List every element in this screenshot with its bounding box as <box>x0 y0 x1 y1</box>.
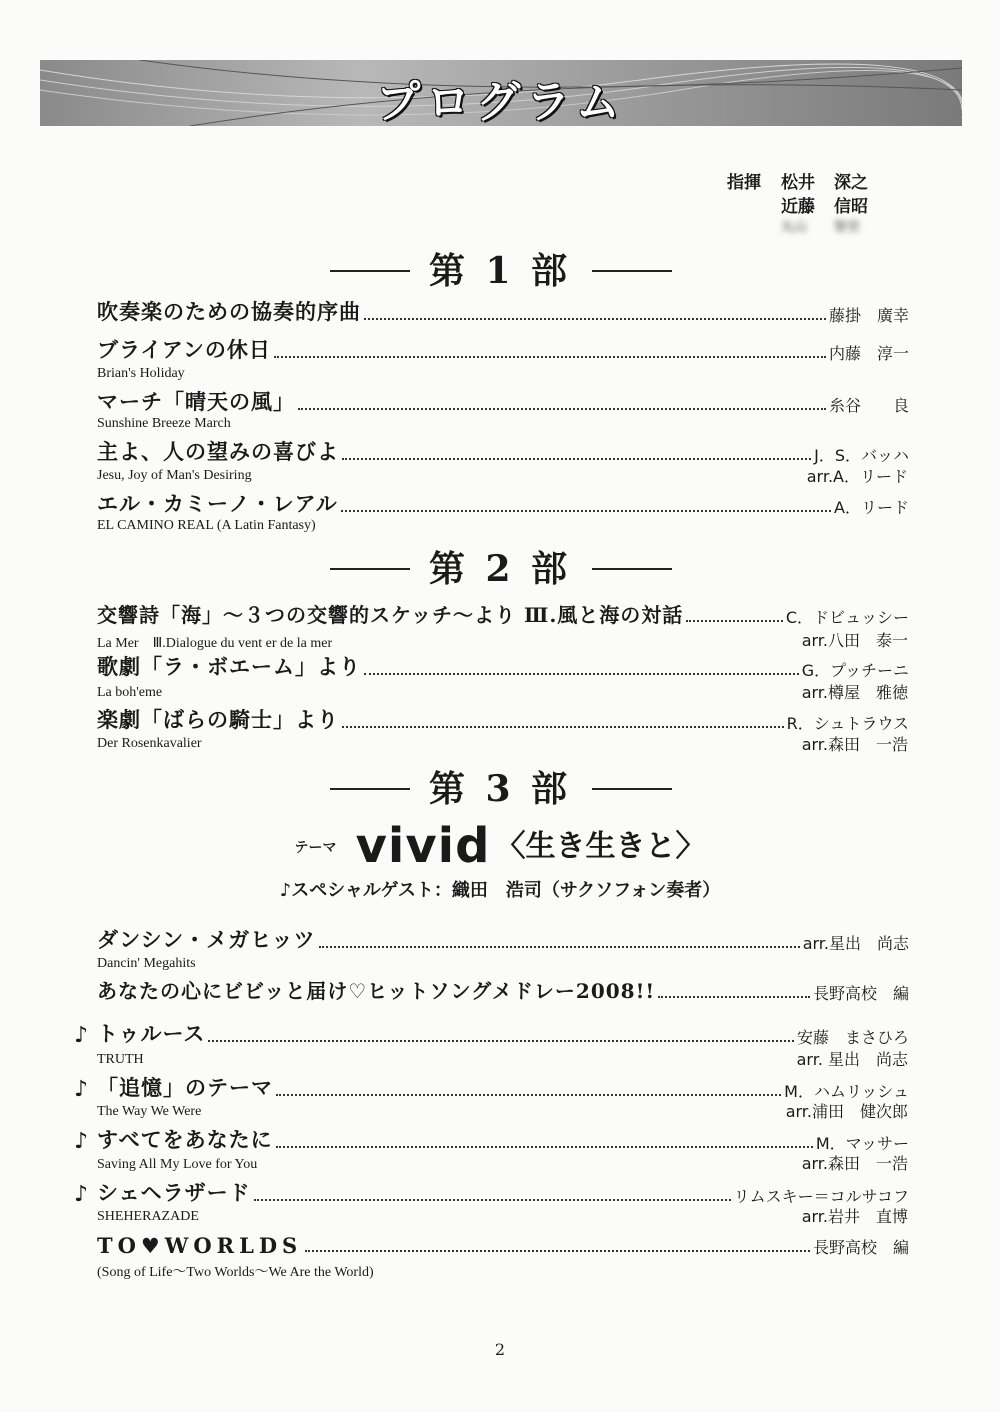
program-row <box>97 602 909 628</box>
music-note-icon: ♪ <box>74 1076 89 1102</box>
piece-title: トゥルース <box>97 1021 206 1046</box>
leader-dots <box>208 1040 794 1042</box>
music-note-icon: ♪ <box>74 1022 89 1048</box>
composer: M．マッサー <box>815 1134 909 1153</box>
program-row <box>97 1022 909 1048</box>
page-title: プログラム <box>376 77 626 126</box>
conductor-1-given: 深之 <box>834 173 868 193</box>
arranger: arr.八田 泰一 <box>801 631 908 650</box>
leader-dots <box>342 726 784 728</box>
conductor-3-family: 丸山 <box>781 220 808 235</box>
leader-dots <box>298 408 826 410</box>
composer: 安藤 まさひろ <box>796 1028 909 1047</box>
piece-title: すべてをあなたに <box>97 1127 273 1152</box>
piece-english-title: Saving All My Love for You <box>97 1157 258 1172</box>
program-row <box>97 708 909 734</box>
arranger: arr.浦田 健次郎 <box>785 1102 908 1121</box>
music-note-icon: ♪ <box>74 1181 89 1207</box>
piece-english-title: La boh'eme <box>97 685 163 700</box>
piece-english-title: La Mer Ⅲ.Dialogue du vent er de la mer <box>97 636 333 651</box>
piece-title: ブライアンの休日 <box>97 337 271 362</box>
piece-english-title: TRUTH <box>97 1052 144 1067</box>
theme-word: vivid <box>355 818 491 874</box>
special-guest: ♪スペシャルゲスト：織田 浩司（サクソフォン奏者） <box>279 880 721 901</box>
piece-english-title: Der Rosenkavalier <box>97 736 202 751</box>
conductor-1-family: 松井 <box>781 173 815 193</box>
leader-dots <box>274 356 826 358</box>
composer: リムスキー＝コルサコフ <box>733 1187 909 1206</box>
program-row <box>97 440 909 466</box>
piece-title: 吹奏楽のための協奏的序曲 <box>97 299 361 324</box>
leader-dots <box>342 458 811 460</box>
music-note-icon: ♪ <box>74 1128 89 1154</box>
arranger: arr.森田 一浩 <box>801 735 908 754</box>
part-2-title: 第 2 部 <box>428 548 572 590</box>
piece-english-title: Dancin' Megahits <box>97 956 196 971</box>
piece-english-title: Jesu, Joy of Man's Desiring <box>97 468 252 483</box>
theme-label: テーマ <box>294 840 337 856</box>
program-row <box>97 390 909 416</box>
composer: 内藤 淳一 <box>828 344 909 363</box>
composer: C．ドビュッシー <box>785 608 909 627</box>
composer: 藤掛 廣幸 <box>828 306 909 325</box>
conductor-2-given: 信昭 <box>834 197 868 217</box>
program-banner <box>40 60 962 126</box>
program-row <box>97 1128 909 1154</box>
piece-english-title: The Way We Were <box>97 1104 202 1119</box>
part-1-heading <box>0 248 1000 294</box>
program-row <box>97 300 909 326</box>
conductor-3-given: 智世 <box>834 220 861 235</box>
composer: 長野高校 編 <box>812 1238 909 1257</box>
leader-dots <box>254 1199 731 1201</box>
piece-title: シェヘラザード <box>97 1180 251 1205</box>
arranger: arr. 星出 尚志 <box>796 1050 908 1069</box>
conductor-2-family: 近藤 <box>781 197 815 217</box>
part-3-title: 第 3 部 <box>428 768 572 810</box>
piece-english-title: (Song of Life～Two Worlds～We Are the World) <box>97 1265 374 1280</box>
program-row <box>97 1181 909 1207</box>
arranger: arr.森田 一浩 <box>801 1154 908 1173</box>
leader-dots <box>686 620 783 622</box>
leader-dots <box>276 1146 813 1148</box>
theme-subtitle: 〈生き生きと〉 <box>495 829 706 864</box>
composer: arr.星出 尚志 <box>802 934 909 953</box>
theme-block <box>0 818 1000 874</box>
program-row <box>97 1232 909 1258</box>
piece-title: マーチ「晴天の風」 <box>97 389 295 414</box>
piece-title: ダンシン・メガヒッツ <box>97 927 316 952</box>
piece-english-title: EL CAMINO REAL (A Latin Fantasy) <box>97 518 316 533</box>
composer: J．S．バッハ <box>814 446 909 465</box>
piece-title: 歌劇「ラ・ボエーム」より <box>97 654 361 679</box>
part-3-heading <box>0 766 1000 812</box>
piece-title: 交響詩「海」～３つの交響的スケッチ～より Ⅲ.風と海の対話 <box>97 603 684 627</box>
piece-title: 主よ、人の望みの喜びよ <box>97 439 339 464</box>
leader-dots <box>658 996 810 998</box>
part-1-title: 第 1 部 <box>428 250 572 292</box>
piece-title: エル・カミーノ・レアル <box>97 491 338 516</box>
piece-english-title: Sunshine Breeze March <box>97 416 231 431</box>
composer: A．リード <box>834 498 909 517</box>
program-row <box>97 978 909 1004</box>
piece-title: あなたの心にビビッと届け♡ヒットソングメドレー2008!! <box>97 979 656 1003</box>
composer: M．ハムリッシュ <box>784 1082 909 1101</box>
piece-title: TO♥WORLDS <box>97 1233 303 1258</box>
conductor-label: 指揮 <box>727 173 761 193</box>
program-row <box>97 655 909 681</box>
piece-english-title: SHEHERAZADE <box>97 1209 199 1224</box>
leader-dots <box>364 318 826 320</box>
leader-dots <box>341 510 831 512</box>
composer: G．プッチーニ <box>801 661 909 680</box>
composer: 糸谷 良 <box>828 396 909 415</box>
leader-dots <box>276 1094 781 1096</box>
arranger: arr.A．リード <box>806 467 908 486</box>
piece-title: 「追憶」のテーマ <box>97 1075 273 1100</box>
piece-english-title: Brian's Holiday <box>97 366 185 381</box>
program-row <box>97 338 909 364</box>
leader-dots <box>305 1250 810 1252</box>
arranger: arr.岩井 直博 <box>801 1207 908 1226</box>
leader-dots <box>364 673 799 675</box>
composer: 長野高校 編 <box>812 984 909 1003</box>
program-row <box>97 492 909 518</box>
leader-dots <box>319 946 800 948</box>
piece-title: 楽劇「ばらの騎士」より <box>97 707 339 732</box>
part-2-heading <box>0 546 1000 592</box>
program-row <box>97 928 909 954</box>
composer: R．シュトラウス <box>786 714 909 733</box>
page-number: 2 <box>494 1340 506 1359</box>
arranger: arr.樽屋 雅徳 <box>801 683 908 702</box>
